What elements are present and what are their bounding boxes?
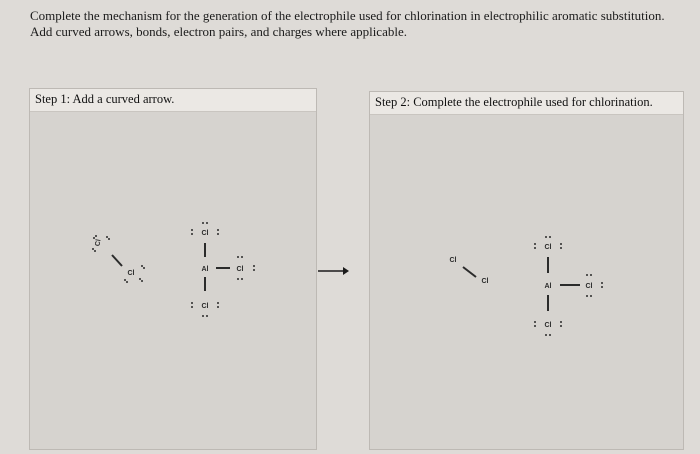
instructions xyxy=(30,8,690,40)
step1-title: Step 1: Add a curved arrow. xyxy=(35,92,175,106)
step2-cl2-atom1[interactable]: Cl xyxy=(449,257,457,264)
step2-alcl3-molecule[interactable] xyxy=(534,236,603,336)
step2-header xyxy=(370,92,683,115)
step2-alcl3-right-cl[interactable]: Cl xyxy=(585,283,593,290)
step1-alcl3-top-cl[interactable]: Cl xyxy=(201,230,209,237)
step2-alcl3-top-cl[interactable]: Cl xyxy=(544,244,552,251)
step2-al-atom[interactable]: Al xyxy=(544,283,552,290)
step1-panel xyxy=(29,88,317,450)
step1-alcl3-right-cl[interactable]: Cl xyxy=(236,266,244,273)
step2-alcl3-bottom-cl[interactable]: Cl xyxy=(544,322,552,329)
step1-alcl3-molecule[interactable] xyxy=(191,222,255,317)
step1-cl2-atom2[interactable]: Cl xyxy=(127,270,135,277)
step2-panel xyxy=(369,91,684,450)
step1-al-atom[interactable]: Al xyxy=(201,266,209,273)
step1-alcl3-bottom-cl[interactable]: Cl xyxy=(201,303,209,310)
step1-cl-cl-bond[interactable] xyxy=(112,255,122,266)
step1-header xyxy=(30,89,316,112)
step1-cl2-atom1[interactable]: Cl xyxy=(94,238,103,247)
step2-canvas[interactable] xyxy=(370,115,683,449)
step2-cl2-molecule[interactable] xyxy=(450,257,489,285)
step2-title: Step 2: Complete the electrophile used for chlorination. xyxy=(375,95,653,109)
reaction-arrow-icon xyxy=(316,264,350,278)
instructions-line-2: Add curved arrows, bonds, electron pairs, and charges where applicable. xyxy=(30,24,407,39)
step2-cl2-atom2[interactable]: Cl xyxy=(481,278,489,285)
instructions-line-1: Complete the mechanism for the generation of the electrophile used for chlorination in electrophilic aromatic substitution. xyxy=(30,8,665,23)
step1-cl2-molecule[interactable] xyxy=(92,235,145,283)
step2-molecules[interactable] xyxy=(370,115,683,449)
step2-cl-cl-bond[interactable] xyxy=(463,267,476,277)
step1-canvas[interactable] xyxy=(30,112,316,449)
step1-molecules[interactable] xyxy=(30,112,316,449)
